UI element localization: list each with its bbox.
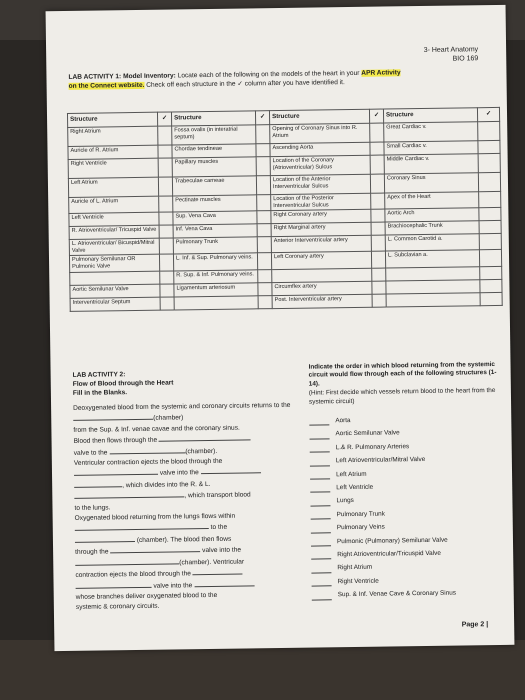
order-blank[interactable] [312, 593, 332, 600]
order-blank[interactable] [310, 499, 330, 506]
lab2-text: valve to the [73, 449, 108, 457]
header-check: ✓ [157, 112, 171, 126]
blank-line[interactable] [193, 568, 243, 576]
lab1-title: LAB ACTIVITY 1: Model Inventory: [68, 72, 176, 81]
lab2-text: valve into the [159, 469, 199, 478]
structure-cell: Apex of the Heart [385, 192, 479, 209]
order-item-label: Right Ventricle [337, 577, 379, 585]
structure-cell [386, 279, 480, 293]
order-item-label: Pulmonic (Pulmonary) Semilunar Valve [336, 536, 448, 545]
order-blank[interactable] [311, 553, 331, 560]
check-cell[interactable] [159, 225, 173, 238]
structure-cell: Aortic Arch [385, 208, 479, 222]
check-cell[interactable] [479, 234, 501, 250]
structure-cell: Post. Interventricular artery [272, 294, 372, 308]
blank-line[interactable] [159, 434, 251, 442]
check-cell[interactable] [158, 145, 172, 158]
page-header [424, 45, 479, 64]
check-cell[interactable] [478, 140, 500, 153]
header-structure: Structure [67, 112, 157, 127]
structure-cell: Ligamentum arteriosum [174, 282, 258, 296]
check-cell[interactable] [256, 176, 270, 195]
page-number: Page 2 | [461, 621, 489, 629]
check-cell[interactable] [479, 250, 501, 266]
structure-cell: L. Common Carotid a. [385, 234, 479, 251]
check-cell[interactable] [258, 295, 272, 308]
inventory-table [67, 107, 503, 312]
structure-cell: Opening of Coronary Sinus into R. Atrium [270, 123, 370, 143]
structure-cell: Pulmonary Semilunar OR Pulmonic Valve [69, 255, 159, 272]
blank-line[interactable] [75, 557, 179, 565]
lab2-text: (chamber) [153, 414, 184, 423]
structure-cell: Location of the Posterior Interventricular Sulcus [271, 193, 371, 211]
lab2-subtitle: Flow of Blood through the Heart [72, 379, 174, 388]
structure-cell: Right Marginal artery [271, 222, 371, 236]
lab1-highlight-b: on the Connect website. [68, 81, 145, 90]
order-blank[interactable] [310, 459, 330, 466]
lab2-text: Ventricular contraction ejects the blood through the [73, 457, 223, 467]
check-cell[interactable] [370, 123, 384, 142]
lab2-text: whose branches deliver oxygenated blood to the [75, 591, 218, 601]
check-cell[interactable] [478, 172, 500, 191]
lab2-text: valve into the [202, 546, 242, 555]
check-cell[interactable] [256, 157, 270, 176]
structure-cell: Pectinate muscles [173, 195, 257, 212]
check-cell[interactable] [478, 121, 500, 140]
order-item-label: Right Atrioventricular/Tricuspid Valve [337, 549, 441, 559]
structure-cell [70, 271, 160, 285]
check-cell[interactable] [158, 158, 172, 177]
check-cell[interactable] [372, 268, 386, 281]
blank-line[interactable] [74, 468, 158, 476]
structure-cell: L. Atrioventricular/ Bicuspid/Mitral Valve [69, 238, 159, 255]
worksheet-page [46, 5, 515, 651]
structure-cell: Right Atrium [68, 126, 158, 146]
check-cell[interactable] [258, 269, 272, 282]
structure-cell: Left Atrium [68, 177, 158, 197]
structure-cell [174, 295, 258, 309]
check-cell[interactable] [370, 174, 384, 193]
course-title: 3- Heart Anatomy [423, 46, 479, 54]
check-cell[interactable] [480, 266, 502, 279]
order-blank[interactable] [312, 579, 332, 586]
lab2-text: Oxygenated blood returning from the lungs flows within [74, 512, 236, 522]
order-item-label: Pulmonary Trunk [336, 510, 385, 518]
check-cell[interactable] [371, 251, 385, 267]
check-cell[interactable] [159, 196, 173, 212]
order-item-label: L.& R. Pulmonary Arteries [335, 443, 410, 452]
lab1-highlight-a: APR Activity [361, 69, 401, 77]
structure-cell: Pulmonary Trunk [173, 237, 257, 254]
structure-cell: Brachiocephalic Trunk [385, 221, 479, 235]
check-cell[interactable] [479, 208, 501, 221]
check-cell[interactable] [372, 281, 386, 294]
order-item-label: Pulmonary Veins [336, 523, 385, 532]
check-cell[interactable] [158, 126, 172, 145]
order-title: Indicate the order in which blood returning from the systemic circuit would flow through each of the following structures (1-14). [308, 361, 497, 388]
order-item-label: Left Ventricle [336, 483, 374, 492]
order-blank[interactable] [311, 526, 331, 533]
check-cell[interactable] [256, 125, 270, 144]
structure-cell: Fossa ovalis (in interatrial septum) [172, 125, 256, 145]
order-item-label: Right Atrium [337, 564, 373, 572]
structure-cell: Auricle of R. Atrium [68, 145, 158, 159]
lab2-text: (chamber). Ventricular [179, 558, 245, 567]
lab2-text: valve into the [153, 581, 193, 590]
blank-line[interactable] [109, 446, 185, 454]
lab2-text: , which divides into the R. & L. [122, 480, 211, 490]
check-cell[interactable] [257, 253, 271, 269]
structure-cell: Location of the Coronary (Atrioventricular) Sulcus [270, 155, 370, 175]
lab1-instructions [68, 67, 488, 91]
check-cell[interactable] [479, 221, 501, 234]
check-cell[interactable] [158, 177, 172, 196]
check-cell[interactable] [159, 212, 173, 225]
lab2-text: Deoxygenated blood from the systemic and coronary circuits returns to the [73, 401, 291, 412]
order-item-label: Lungs [336, 497, 354, 505]
check-cell[interactable] [159, 254, 173, 270]
structure-cell: Auricle of L. Atrium [69, 196, 159, 213]
structure-cell: Coronary Sinus [384, 173, 478, 193]
order-hint: (Hint: First decide which vessels return blood to the heart from the systemic circuit) [308, 387, 496, 406]
structure-cell: Location of the Anterior Interventricular Sulcus [270, 174, 370, 194]
lab2-text: to the [210, 524, 228, 532]
check-cell[interactable] [257, 237, 271, 253]
lab2-text: (chamber). [185, 447, 218, 455]
header-check: ✓ [369, 109, 383, 123]
structure-cell [386, 266, 480, 280]
lab2-title: LAB ACTIVITY 2: [72, 371, 126, 379]
lab2-text: from the Sup. & Inf. venae cavae and the coronary sinus. [73, 424, 240, 434]
structure-cell: Trabeculae carneae [172, 176, 256, 196]
lab2-text: , which transport blood [184, 491, 251, 500]
order-blank[interactable] [310, 446, 330, 453]
check-cell[interactable] [160, 284, 174, 297]
header-structure: Structure [383, 108, 477, 123]
structure-cell: R. Atrioventricular/ Tricuspid Valve [69, 225, 159, 239]
check-cell[interactable] [256, 144, 270, 157]
order-blank[interactable] [311, 566, 331, 573]
check-cell[interactable] [257, 224, 271, 237]
blank-line[interactable] [73, 413, 153, 421]
blank-line[interactable] [200, 467, 260, 475]
lab2-section [73, 368, 298, 614]
structure-cell: L. Inf. & Sup. Pulmonary veins. [173, 253, 257, 270]
course-code: BIO 169 [452, 55, 479, 63]
structure-cell: Middle Cardiac v. [384, 154, 478, 174]
check-cell[interactable] [480, 279, 502, 292]
blank-line[interactable] [75, 535, 135, 543]
structure-cell: Anterior Interventricular artery [271, 235, 371, 253]
order-list [309, 410, 508, 600]
structure-cell: Ascending Aorta [270, 142, 370, 156]
lab2-text: Blood then flows through the [73, 436, 158, 446]
order-blank[interactable] [310, 486, 330, 493]
blank-line[interactable] [74, 491, 184, 500]
check-cell[interactable] [370, 155, 384, 174]
lab2-text: to the lungs. [74, 504, 111, 512]
header-structure: Structure [171, 111, 255, 126]
blank-line[interactable] [110, 545, 200, 553]
check-cell[interactable] [478, 153, 500, 172]
check-cell[interactable] [480, 292, 502, 305]
lab2-paragraph [73, 401, 298, 614]
structure-cell: Sup. Vena Cava [173, 211, 257, 225]
check-cell[interactable] [258, 282, 272, 295]
lab2-instruction: Fill in the Blanks. [72, 389, 128, 397]
structure-cell: Small Cardiac v. [384, 141, 478, 155]
order-blank[interactable] [311, 539, 331, 546]
structure-cell: Inf. Vena Cava [173, 224, 257, 238]
order-blank[interactable] [310, 472, 330, 479]
check-cell[interactable] [160, 271, 174, 284]
order-item-label: Sup. & Inf. Venae Cave & Coronary Sinus [337, 589, 457, 599]
blank-line[interactable] [194, 579, 254, 587]
check-cell[interactable] [257, 211, 271, 224]
structure-cell: Left Coronary artery [271, 252, 371, 270]
blank-line[interactable] [74, 480, 122, 488]
check-cell[interactable] [372, 294, 386, 307]
structure-cell: Right Coronary artery [271, 209, 371, 223]
check-cell[interactable] [371, 222, 385, 235]
check-cell[interactable] [371, 209, 385, 222]
check-cell[interactable] [479, 191, 501, 207]
blank-line[interactable] [76, 580, 152, 588]
structure-cell: Great Cardiac v. [384, 122, 478, 142]
header-check: ✓ [477, 107, 499, 121]
structure-cell: L. Subclavian a. [385, 250, 479, 267]
check-cell[interactable] [371, 235, 385, 251]
structure-cell [386, 292, 480, 306]
check-cell[interactable] [370, 142, 384, 155]
header-check: ✓ [255, 111, 269, 125]
blank-line[interactable] [75, 522, 209, 531]
header-structure: Structure [269, 109, 369, 124]
order-blank[interactable] [309, 419, 329, 426]
structure-cell: Papillary muscles [172, 157, 256, 177]
structure-cell: Right Ventricle [68, 158, 158, 178]
lab1-instr-b: Check off each structure in the ✓ column after you have identified it. [144, 79, 345, 89]
check-cell[interactable] [257, 195, 271, 211]
structure-cell: Left Ventricle [69, 212, 159, 226]
order-section [308, 361, 507, 600]
lab2-text: (chamber). The blood then flows [136, 535, 232, 544]
check-cell[interactable] [371, 193, 385, 209]
order-blank[interactable] [309, 432, 329, 439]
structure-cell: Aortic Semilunar Valve [70, 284, 160, 298]
structure-cell: Circumflex artery [272, 281, 372, 295]
order-item-label: Aorta [335, 417, 351, 425]
lab2-text: systemic & coronary circuits. [75, 603, 160, 612]
lab2-text: through the [75, 548, 109, 557]
structure-cell: Chordae tendineae [172, 144, 256, 158]
structure-cell: R. Sup. & Inf. Pulmonary veins. [174, 269, 258, 283]
order-item-label: Left Atrioventricular/Mitral Valve [335, 456, 426, 465]
order-item-label: Left Atrium [335, 470, 367, 478]
structure-cell: Interventricular Septum [70, 297, 160, 311]
check-cell[interactable] [160, 297, 174, 310]
lab1-instr-a: Locate each of the following on the models of the heart in your [175, 69, 362, 80]
order-blank[interactable] [311, 512, 331, 519]
lab2-text: contraction ejects the blood through the [75, 570, 191, 579]
check-cell[interactable] [159, 238, 173, 254]
order-item-label: Aortic Semilunar Valve [335, 429, 400, 438]
order-item [312, 584, 508, 600]
